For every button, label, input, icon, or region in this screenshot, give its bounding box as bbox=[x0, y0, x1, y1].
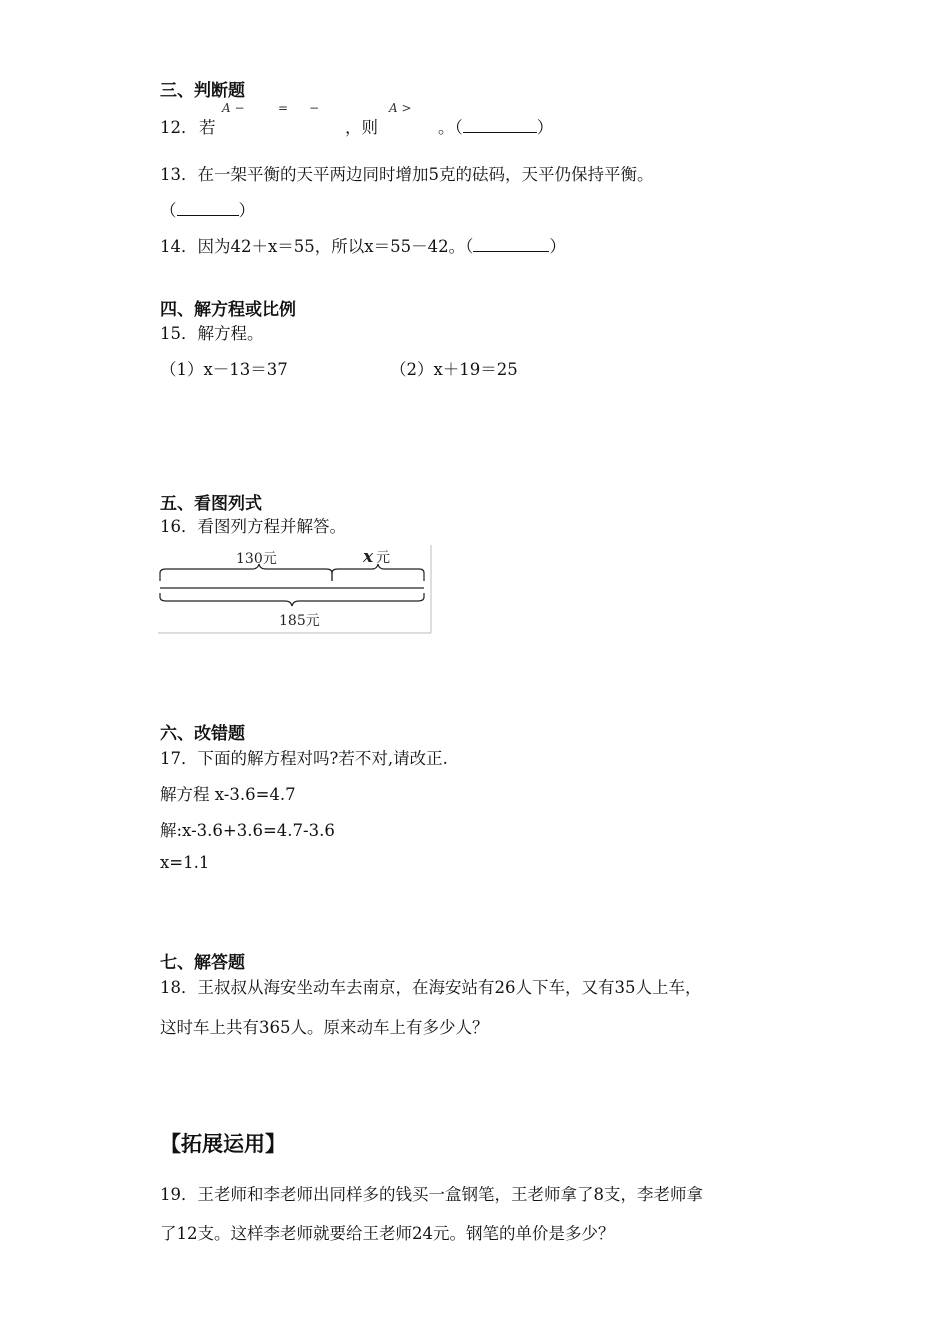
question-13-answer-blank[interactable] bbox=[177, 201, 239, 216]
right-brace bbox=[332, 564, 424, 581]
extension-heading: 【拓展运用】 bbox=[160, 1132, 286, 1156]
question-12-number: 12． bbox=[160, 118, 198, 137]
question-14 bbox=[160, 233, 566, 257]
question-15-part-2: （2）x＋19＝25 bbox=[390, 360, 518, 379]
question-19-line-2: 了12支。这样李老师就要给王老师24元。钢笔的单价是多少？ bbox=[160, 1224, 615, 1243]
question-17-line-3: x=1.1 bbox=[160, 853, 210, 872]
section-4-heading: 四、解方程或比例 bbox=[160, 300, 296, 320]
section-6-heading: 六、改错题 bbox=[160, 724, 245, 744]
section-7-heading: 七、解答题 bbox=[160, 953, 245, 973]
question-18-line-2: 这时车上共有365人。原来动车上有多少人？ bbox=[160, 1018, 489, 1037]
question-12-end bbox=[438, 114, 553, 138]
question-17-line-2: 解:x-3.6+3.6=4.7-3.6 bbox=[160, 821, 335, 840]
question-14-answer-blank[interactable] bbox=[473, 237, 549, 252]
question-13-open: （ bbox=[160, 201, 177, 220]
right-segment-variable: x bbox=[363, 547, 374, 567]
question-17-line-1: 解方程 x-3.6=4.7 bbox=[160, 785, 296, 804]
segment-diagram bbox=[158, 545, 434, 635]
question-12-expr-b: A > bbox=[389, 101, 412, 115]
question-13-text: 13．在一架平衡的天平两边同时增加5克的砝码，天平仍保持平衡。 bbox=[160, 165, 654, 184]
question-12-open: 。（ bbox=[438, 118, 463, 137]
question-13-answer bbox=[160, 197, 255, 221]
bottom-brace bbox=[160, 593, 424, 606]
question-17-text: 17．下面的解方程对吗?若不对,请改正. bbox=[160, 749, 448, 768]
section-3-heading: 三、判断题 bbox=[160, 81, 245, 101]
question-16-text: 16．看图列方程并解答。 bbox=[160, 517, 346, 536]
question-12-minus: − bbox=[309, 101, 320, 115]
question-13-close: ） bbox=[238, 201, 255, 220]
question-18-line-1: 18．王叔叔从海安坐动车去南京，在海安站有26人下车，又有35人上车， bbox=[160, 978, 702, 997]
question-14-text: 14．因为42＋x＝55，所以x＝55－42。（ bbox=[160, 237, 474, 256]
question-19-line-1: 19．王老师和李老师出同样多的钱买一盒钢笔，王老师拿了8支，李老师拿 bbox=[160, 1185, 703, 1204]
section-5-heading: 五、看图列式 bbox=[160, 494, 262, 514]
question-15-text: 15．解方程。 bbox=[160, 324, 264, 343]
right-segment-unit: 元 bbox=[376, 550, 390, 566]
left-segment-label: 130元 bbox=[236, 551, 277, 567]
question-14-close: ） bbox=[549, 237, 566, 256]
question-12-close: ） bbox=[536, 118, 554, 137]
question-12-eq: = bbox=[278, 101, 289, 115]
question-12-expr-a: A − bbox=[222, 101, 245, 115]
question-12-ruo: 若 bbox=[199, 118, 216, 137]
question-12-then: ，则 bbox=[345, 118, 378, 137]
question-15-part-1: （1）x－13＝37 bbox=[160, 360, 288, 379]
question-12-answer-blank[interactable] bbox=[463, 118, 537, 133]
total-label: 185元 bbox=[279, 613, 320, 629]
